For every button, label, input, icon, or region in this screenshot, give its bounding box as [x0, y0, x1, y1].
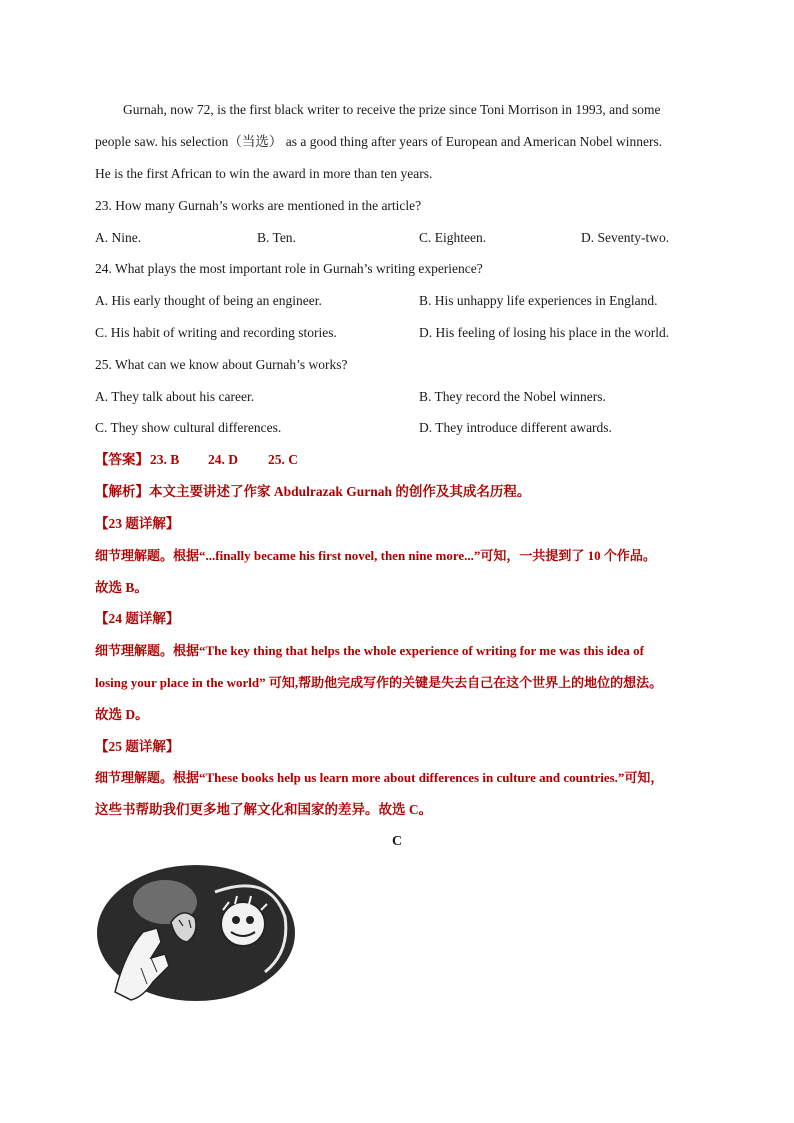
q25-detail-title: 【25 题详解】	[95, 739, 180, 754]
answer-23: 23. B	[150, 452, 180, 467]
q25-option-a: A. They talk about his career.	[95, 389, 255, 404]
q23-option-c: C. Eighteen.	[419, 230, 487, 245]
cartoon-illustration-icon	[95, 862, 301, 1004]
q25-option-c: C. They show cultural differences.	[95, 420, 282, 435]
q23-option-b: B. Ten.	[257, 230, 296, 245]
q25-option-d: D. They introduce different awards.	[419, 420, 612, 435]
question-23-stem: 23. How many Gurnah’s works are mentioned in the article?	[95, 198, 422, 213]
answer-25: 25. C	[268, 452, 298, 467]
q24-detail-line-2: losing your place in the world” 可知,帮助他完成写作的关键是失去自己在这个世界上的地位的想法。	[95, 675, 663, 690]
q25-option-b: B. They record the Nobel winners.	[419, 389, 606, 404]
analysis-summary: 【解析】本文主要讲述了作家 Abdulrazak Gurnah 的创作及其成名历程。	[95, 484, 531, 499]
q24-detail-line-1: 细节理解题。根据“The key thing that helps the whole experience of writing for me was this idea of	[95, 643, 644, 658]
passage-line-2: people saw. his selection（当选） as a good thing after years of European and American Nobel winners.	[95, 134, 663, 149]
passage-line-1: Gurnah, now 72, is the first black writer to receive the prize since Toni Morrison in 1993, and some	[123, 102, 661, 117]
q25-detail-line-2: 这些书帮助我们更多地了解文化和国家的差异。故选 C。	[95, 802, 433, 817]
answer-label: 【答案】	[95, 452, 149, 467]
q23-detail-title: 【23 题详解】	[95, 516, 180, 531]
q23-detail-line-2: 故选 B。	[95, 580, 148, 595]
q24-option-c: C. His habit of writing and recording stories.	[95, 325, 337, 340]
question-25-stem: 25. What can we know about Gurnah’s works?	[95, 357, 348, 372]
section-label: C	[391, 834, 403, 849]
q24-option-d: D. His feeling of losing his place in the world.	[419, 325, 670, 340]
q24-option-a: A. His early thought of being an engineer.	[95, 293, 322, 308]
q23-option-a: A. Nine.	[95, 230, 142, 245]
q24-option-b: B. His unhappy life experiences in England.	[419, 293, 658, 308]
question-24-stem: 24. What plays the most important role in Gurnah’s writing experience?	[95, 261, 483, 276]
q23-detail-line-1: 细节理解题。根据“...finally became his first novel, then nine more...”可知，一共提到了 10 个作品。	[95, 548, 656, 563]
passage-line-3: He is the first African to win the award in more than ten years.	[95, 166, 433, 181]
q25-detail-line-1: 细节理解题。根据“These books help us learn more about differences in culture and countries.”可知，	[95, 770, 664, 785]
q23-option-d: D. Seventy-two.	[581, 230, 670, 245]
q24-detail-line-3: 故选 D。	[95, 707, 149, 722]
answer-24: 24. D	[208, 452, 238, 467]
q24-detail-title: 【24 题详解】	[95, 611, 180, 626]
